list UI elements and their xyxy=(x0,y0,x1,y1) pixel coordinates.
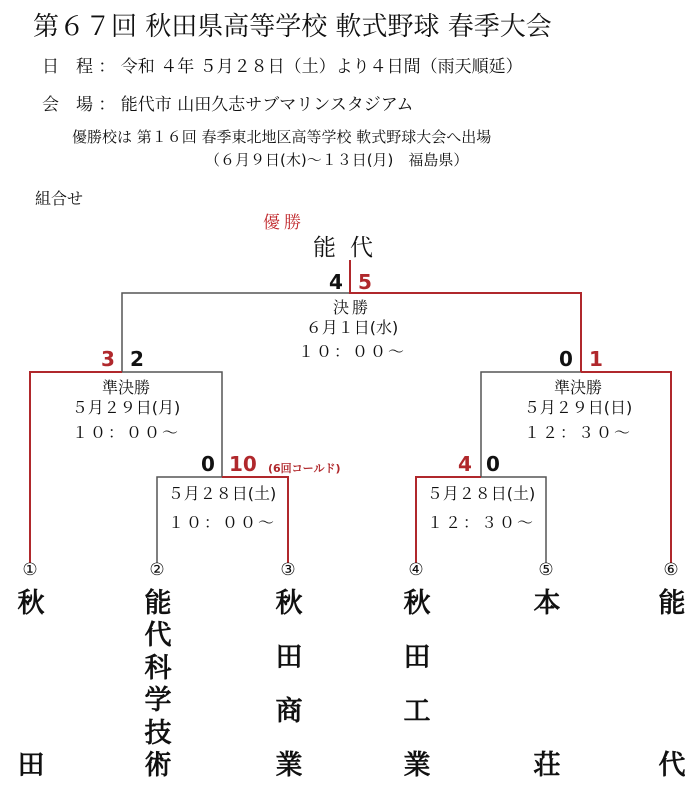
team-name-honjo xyxy=(530,582,564,787)
final-round-name: 決勝 xyxy=(332,298,372,317)
first-left-score-left: 0 xyxy=(201,452,215,476)
team-name-char: 代 xyxy=(658,750,686,781)
team-name-akita-shogyo xyxy=(272,582,306,787)
schedule-line: 日 程 ： 令和 ４年 ５月２８日（土）より４日間（雨天順延） xyxy=(42,57,523,77)
first-left-score-right: 10 xyxy=(229,452,257,476)
champion-name: 能代 xyxy=(313,235,387,261)
tournament-title: 第６７回 秋田県高等学校 軟式野球 春季大会 xyxy=(33,12,552,42)
first-right-time: １２：３０～ xyxy=(426,513,536,532)
team-name-noshiro-kagaku-gijutsu xyxy=(141,582,175,787)
semi-left-date: ５月２９日(月) xyxy=(71,398,181,417)
team-name-akita xyxy=(14,582,48,787)
team-slot-number: ③ xyxy=(280,560,296,580)
champion-label: 優勝 xyxy=(263,213,305,233)
final-score-right: 5 xyxy=(358,270,372,294)
team-name-char: 田 xyxy=(17,750,45,781)
final-time: １０：００～ xyxy=(297,342,407,361)
team-slot-number: ⑥ xyxy=(663,560,679,580)
team-slot-number: ① xyxy=(22,560,38,580)
team-name-char: 田 xyxy=(403,642,431,673)
semi-left-time: １０：００～ xyxy=(71,423,181,442)
team-name-char: 荘 xyxy=(533,750,561,781)
semi-left-score-left: 3 xyxy=(101,347,115,371)
semi-right-time: １２：３０～ xyxy=(523,423,633,442)
team-name-char: 術 xyxy=(144,750,172,781)
team-name-char: 業 xyxy=(275,750,303,781)
semi-right-score-right: 1 xyxy=(589,347,603,371)
first-right-date: ５月２８日(土) xyxy=(426,484,536,503)
team-slot-number: ⑤ xyxy=(538,560,554,580)
team-name-char: 学 xyxy=(144,685,172,717)
team-name-char: 科 xyxy=(144,652,172,684)
qualification-note: 優勝校は 第１６回 春季東北地区高等学校 軟式野球大会へ出場 xyxy=(72,128,492,146)
team-name-akita-kogyo xyxy=(400,582,434,787)
qualification-dates: （６月９日(木)～１３日(月) 福島県） xyxy=(205,151,469,169)
team-name-char: 秋 xyxy=(17,588,45,619)
team-name-char: 工 xyxy=(403,696,431,727)
team-name-char: 能 xyxy=(144,588,172,619)
team-name-char: 秋 xyxy=(403,588,431,619)
first-right-score-left: 4 xyxy=(458,452,472,476)
first-right-score-right: 0 xyxy=(486,452,500,476)
semi-left-score-right: 2 xyxy=(130,347,144,371)
team-slot-number: ② xyxy=(149,560,165,580)
team-name-char: 技 xyxy=(144,717,172,749)
team-name-char: 代 xyxy=(144,620,172,652)
semi-right-score-left: 0 xyxy=(559,347,573,371)
team-name-char: 業 xyxy=(403,750,431,781)
bracket-label: 組合せ xyxy=(35,189,84,208)
team-slot-number: ④ xyxy=(408,560,424,580)
final-date: ６月１日(水) xyxy=(305,318,399,337)
final-score-left: 4 xyxy=(329,270,343,294)
called-game-note: (6回コールド) xyxy=(268,462,341,475)
team-name-char: 秋 xyxy=(275,588,303,619)
semi-right-date: ５月２９日(日) xyxy=(523,398,633,417)
semi-left-round-name: 準決勝 xyxy=(101,378,151,397)
first-left-time: １０：００～ xyxy=(167,513,277,532)
semi-right-round-name: 準決勝 xyxy=(553,378,603,397)
team-name-noshiro xyxy=(655,582,689,787)
team-name-char: 商 xyxy=(275,696,303,727)
team-name-char: 能 xyxy=(658,588,686,619)
venue-line: 会 場 ： 能代市 山田久志サブマリンスタジアム xyxy=(42,95,414,115)
first-left-date: ５月２８日(土) xyxy=(167,484,277,503)
team-name-char: 田 xyxy=(275,642,303,673)
team-name-char: 本 xyxy=(533,588,561,619)
